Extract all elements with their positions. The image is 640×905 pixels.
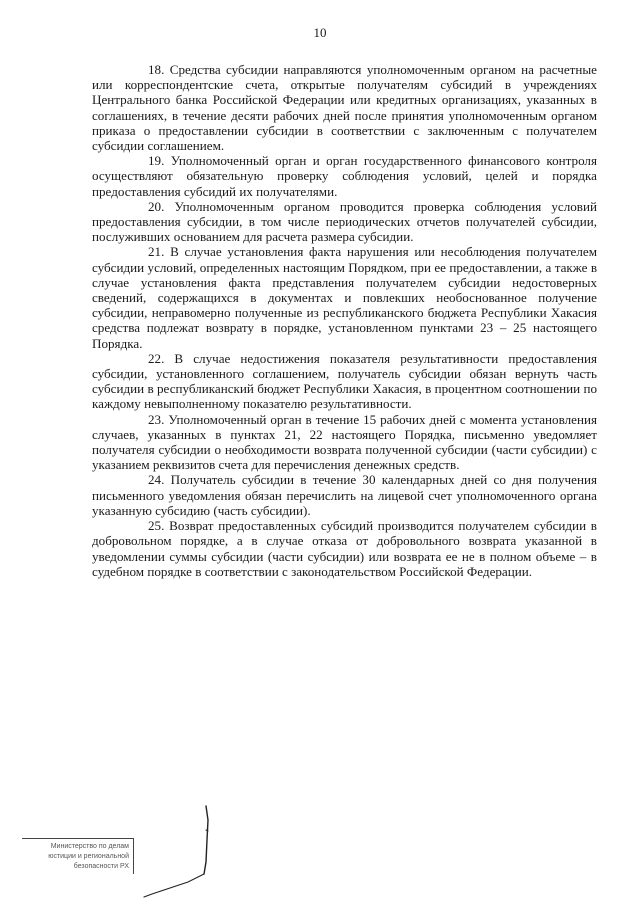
paragraph-20: 20. Уполномоченным органом проводится проверка соблюдения условий предоставления субсидии, в том числе периодических отчетов получателей субсидии, послуживших основанием для расчета размера субсидии. — [92, 198, 597, 245]
document-body — [92, 62, 597, 579]
stamp-line: безопасности РХ — [73, 863, 129, 870]
page-number: 10 — [313, 25, 327, 40]
paragraph-23: 23. Уполномоченный орган в течение 15 рабочих дней с момента установления случаев, указанных в пунктах 21, 22 настоящего Порядка, письменно уведомляет получателя субсидии о необходимости возврата полученной субсидии (части субсидии) с указанием реквизитов счета для перечисления денежных средств. — [92, 411, 597, 473]
handwritten-signature — [140, 800, 230, 900]
ministry-stamp — [22, 838, 134, 874]
paragraph-25: 25. Возврат предоставленных субсидий производится получателем субсидии в добровольном порядке, а в случае отказа от добровольного возврата указанной в уведомлении суммы субсидии (части субсидии) или возврата ее не в полном объеме – в судебном порядке в соответствии с законодательством Российской Федерации. — [92, 518, 597, 579]
paragraph-24: 24. Получатель субсидии в течение 30 календарных дней со дня получения письменного уведомления обязан перечислить на лицевой счет уполномоченного органа указанную субсидию (часть субсидии). — [92, 472, 597, 518]
stamp-line: Министерство по делам — [50, 843, 129, 850]
paragraph-19: 19. Уполномоченный орган и орган государственного финансового контроля осуществляют обязательную проверку соблюдения условий, целей и порядка предоставления субсидий их получателями. — [92, 153, 597, 199]
paragraph-22: 22. В случае недостижения показателя результативности предоставления субсидии, установленного соглашением, получатель субсидии обязан вернуть часть субсидии в республиканский бюджет Республики Хакасия, в процентном соотношении по каждому невыполненному показателю результативности. — [92, 350, 597, 412]
paragraph-18: 18. Средства субсидии направляются уполномоченным органом на расчетные или корреспондентские счета, открытые получателям субсидий в учреждениях Центрального банка Российской Федерации или кредитных организациях, указанных в соглашениях, в течение десяти рабочих дней после принятия уполномоченным органом приказа о предоставлении субсидии в соответствии с заключенным с получателем субсидии соглашением. — [92, 62, 597, 154]
paragraph-21: 21. В случае установления факта нарушения или несоблюдения получателем субсидии условий, определенных настоящим Порядком, при ее предоставлении, а также в случае установления факта представления получателем субсидии недостоверных сведений, содержащихся в документах и повлекших необоснованное получение субсидии, неправомерно полученные из республиканского бюджета Республики Хакасия средства подлежат возврату в порядке, установленном пунктами 23 – 25 настоящего Порядка. — [92, 244, 597, 351]
stamp-line: юстиции и региональной — [48, 853, 129, 860]
